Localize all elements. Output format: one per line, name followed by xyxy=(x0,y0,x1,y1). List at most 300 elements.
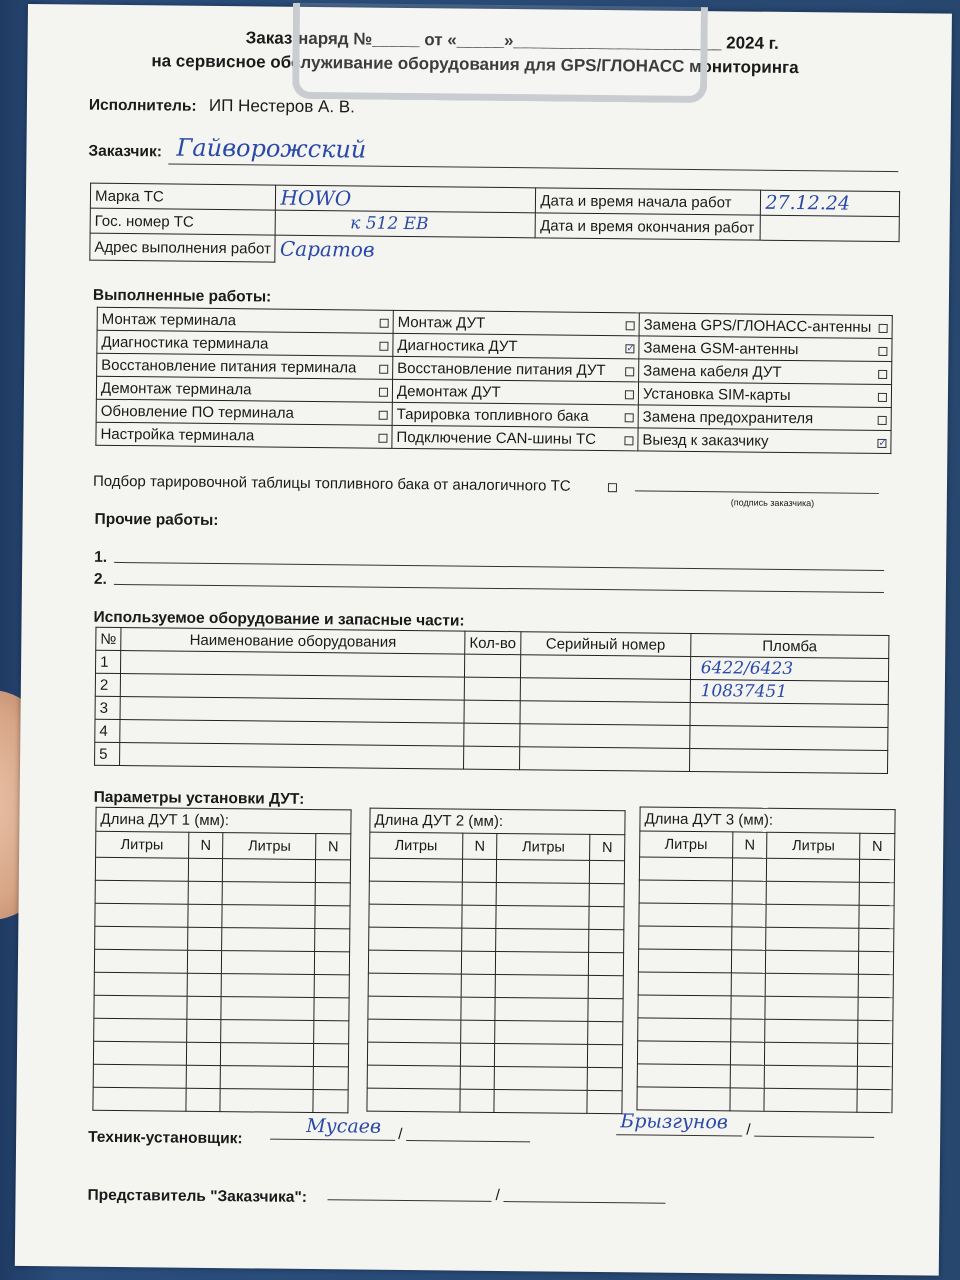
dut-cell[interactable] xyxy=(588,975,623,998)
start-time-cell xyxy=(761,190,900,216)
equipment-cell-n xyxy=(95,650,120,673)
dut-cell[interactable] xyxy=(222,928,315,952)
work-item-checkbox[interactable] xyxy=(379,341,388,350)
work-item-checkbox[interactable] xyxy=(878,415,887,424)
technician-signature-1: Мусаев xyxy=(306,1114,382,1138)
document-subtitle: на сервисное обслуживание оборудования для GPS/ГЛОНАСС мониторинга xyxy=(151,51,799,78)
dut-cell[interactable] xyxy=(315,883,350,906)
customer-rep-label: Представитель "Заказчика": xyxy=(87,1186,308,1206)
dut-cell[interactable] xyxy=(222,951,315,975)
work-item-label: Тарировка топливного бака xyxy=(396,405,589,425)
dut-caption: Длина ДУТ 1 (мм): xyxy=(96,807,351,834)
dut-cell[interactable] xyxy=(222,905,315,929)
dut-header: N xyxy=(188,832,223,858)
dut-cell[interactable] xyxy=(638,1018,731,1042)
dut-row xyxy=(93,1087,348,1113)
work-item-label: Демонтаж ДУТ xyxy=(396,382,501,401)
end-time-label: Дата и время окончания работ xyxy=(536,213,761,240)
dut-cell[interactable] xyxy=(368,973,461,997)
dut-cell[interactable] xyxy=(93,1087,186,1111)
work-item-label: Установка SIM-карты xyxy=(642,384,791,404)
dut-cell[interactable] xyxy=(731,973,766,996)
work-item-checkbox[interactable] xyxy=(625,390,634,399)
equipment-seal-value: 6422/6423 xyxy=(700,658,794,680)
work-item-checkbox[interactable] xyxy=(625,367,634,376)
equipment-n-value: 1 xyxy=(100,653,109,671)
dut-cell[interactable] xyxy=(460,1020,495,1043)
dut-cell[interactable] xyxy=(314,998,349,1021)
dut-cell[interactable] xyxy=(859,882,894,905)
equipment-cell-qty xyxy=(464,723,520,747)
dut-cell[interactable] xyxy=(589,929,624,952)
dut-cell[interactable] xyxy=(94,1018,187,1042)
dut-cell[interactable] xyxy=(765,1019,858,1043)
work-item-label: Замена GSM-антенны xyxy=(643,338,799,358)
dut-row xyxy=(93,1041,348,1067)
equipment-cell-serial xyxy=(519,724,689,749)
dut-row xyxy=(93,1064,348,1090)
dut-cell[interactable] xyxy=(587,1067,622,1090)
equipment-n-value: 2 xyxy=(99,676,109,694)
dut-row xyxy=(369,858,624,884)
equipment-cell-serial xyxy=(519,747,689,772)
work-item-col3-2 xyxy=(639,359,892,385)
dut-cell[interactable] xyxy=(494,1089,587,1113)
address-value: Саратов xyxy=(279,236,375,262)
work-item-col3-1 xyxy=(639,336,892,362)
equipment-n-value: 4 xyxy=(99,722,108,740)
work-item-checkbox[interactable] xyxy=(625,413,634,422)
dut-row xyxy=(637,1064,892,1090)
equipment-header-name: Наименование оборудования xyxy=(121,628,465,655)
dut-cell[interactable] xyxy=(223,882,316,906)
work-item-col3-4 xyxy=(638,405,891,431)
dut-cell[interactable] xyxy=(369,881,462,905)
dut-row xyxy=(637,1087,892,1113)
dut-cell[interactable] xyxy=(588,952,623,975)
dut-cell[interactable] xyxy=(767,858,860,882)
document-title: Заказ-наряд №_____ от «_____»______________________ 2024 г. xyxy=(245,28,779,53)
dut-cell[interactable] xyxy=(766,950,859,974)
dut-cell[interactable] xyxy=(731,950,766,973)
signature-caption: (подпись заказчика) xyxy=(730,497,815,509)
equipment-title: Используемое оборудование и запасные части: xyxy=(93,608,465,630)
dut-cell[interactable] xyxy=(461,928,496,951)
dut-header: Литры xyxy=(96,831,189,858)
dut-cell[interactable] xyxy=(858,951,893,974)
dut-cell[interactable] xyxy=(223,859,316,883)
dut-row xyxy=(94,972,349,998)
vehicle-plate-value: к 512 ЕВ xyxy=(350,213,429,235)
start-time-value: 27.12.24 xyxy=(765,191,851,215)
start-time-label: Дата и время начала работ xyxy=(536,188,761,215)
customer-rep-slash: / xyxy=(495,1186,500,1205)
dut-cell[interactable] xyxy=(588,998,623,1021)
dut-header: Литры xyxy=(497,833,590,860)
dut-row xyxy=(367,1088,622,1114)
work-item-checkbox[interactable] xyxy=(879,323,888,332)
technician-signature-2: Брызгунов xyxy=(620,1110,729,1134)
work-item-checkbox[interactable] xyxy=(379,364,388,373)
dut-cell[interactable] xyxy=(495,1020,588,1044)
dut-cell[interactable] xyxy=(638,949,731,973)
work-item-label: Восстановление питания ДУТ xyxy=(397,359,606,379)
technician-slash-2: / xyxy=(746,1121,751,1139)
dut-cell[interactable] xyxy=(186,1065,221,1088)
address-cell xyxy=(275,235,899,269)
dut-header: Литры xyxy=(370,832,463,859)
dut-cell[interactable] xyxy=(857,1066,892,1089)
dut-cell[interactable] xyxy=(859,905,894,928)
dut-header: N xyxy=(316,834,351,860)
dut-row xyxy=(368,1019,623,1045)
dut-cell[interactable] xyxy=(221,1020,314,1044)
equipment-cell-seal xyxy=(690,702,888,727)
dut-cell[interactable] xyxy=(496,928,589,952)
dut-cell[interactable] xyxy=(859,859,894,882)
dut-cell[interactable] xyxy=(222,974,315,998)
dut-cell[interactable] xyxy=(369,927,462,951)
dut-cell[interactable] xyxy=(187,996,222,1019)
dut-row xyxy=(639,880,894,906)
dut-row xyxy=(367,1065,622,1091)
dut-cell[interactable] xyxy=(766,904,859,928)
equipment-cell-n xyxy=(95,719,120,742)
work-item-label: Замена GPS/ГЛОНАСС-антенны xyxy=(643,315,872,336)
dut-row xyxy=(638,949,893,975)
dut-cell[interactable] xyxy=(496,974,589,998)
dut-cell[interactable] xyxy=(765,1065,858,1089)
dut-cell[interactable] xyxy=(315,929,350,952)
dut-cell[interactable] xyxy=(95,926,188,950)
work-item-checkbox[interactable] xyxy=(624,436,633,445)
dut-cell[interactable] xyxy=(315,906,350,929)
dut-row xyxy=(95,857,350,883)
other-work-2-line xyxy=(114,584,884,593)
dut-cell[interactable] xyxy=(731,904,766,927)
work-item-col1-2 xyxy=(97,353,393,379)
dut-cell[interactable] xyxy=(221,997,314,1021)
equipment-cell-serial xyxy=(520,678,690,703)
dut-row xyxy=(638,995,893,1021)
dut-header: N xyxy=(590,834,625,860)
work-item-label: Восстановление питания терминала xyxy=(101,356,357,376)
vehicle-brand-cell xyxy=(276,185,536,213)
dut-title: Параметры установки ДУТ: xyxy=(93,788,305,808)
dut-cell[interactable] xyxy=(369,904,462,928)
work-item-label: Монтаж терминала xyxy=(101,310,237,329)
equipment-header-qty: Кол-во xyxy=(465,631,521,655)
dut-cell[interactable] xyxy=(858,1043,893,1066)
dut-header: N xyxy=(732,832,767,858)
dut-cell[interactable] xyxy=(495,997,588,1021)
dut-cell[interactable] xyxy=(368,996,461,1020)
dut-cell[interactable] xyxy=(589,883,624,906)
dut-cell[interactable] xyxy=(462,882,497,905)
equipment-header-n: № xyxy=(96,627,121,650)
dut-cell[interactable] xyxy=(221,1066,314,1090)
work-item-col2-5 xyxy=(392,425,638,451)
dut-cell[interactable] xyxy=(637,1064,730,1088)
work-item-label: Монтаж ДУТ xyxy=(397,313,486,332)
work-item-label: Обновление ПО терминала xyxy=(100,402,295,422)
end-time-value xyxy=(761,215,900,241)
work-item-col3-3 xyxy=(638,382,891,408)
dut-cell[interactable] xyxy=(461,997,496,1020)
works-table xyxy=(95,307,892,454)
vehicle-brand-value: HOWO xyxy=(280,185,352,211)
work-item-checkbox[interactable] xyxy=(380,318,389,327)
work-item-label: Подключение CAN-шины ТС xyxy=(396,428,597,448)
technician-line-1 xyxy=(270,1139,395,1141)
dut-row xyxy=(94,995,349,1021)
dut-cell[interactable] xyxy=(859,928,894,951)
dut-cell[interactable] xyxy=(637,1087,730,1111)
other-work-2-label: 2. xyxy=(93,570,108,588)
dut-cell[interactable] xyxy=(367,1042,460,1066)
customer-signature-line xyxy=(635,490,879,494)
dut-cell[interactable] xyxy=(764,1088,857,1112)
dut-cell[interactable] xyxy=(732,858,767,881)
dut-cell[interactable] xyxy=(314,975,349,998)
dut-row xyxy=(637,1041,892,1067)
dut-cell[interactable] xyxy=(731,996,766,1019)
equipment-cell-qty xyxy=(465,654,521,678)
dut-cell[interactable] xyxy=(188,881,223,904)
dut-cell[interactable] xyxy=(497,882,590,906)
dut-cell[interactable] xyxy=(314,952,349,975)
clipboard-clip xyxy=(292,3,708,103)
dut-cell[interactable] xyxy=(638,995,731,1019)
dut-cell[interactable] xyxy=(313,1044,348,1067)
dut-cell[interactable] xyxy=(94,972,187,996)
equipment-header-serial: Серийный номер xyxy=(520,632,690,657)
dut-cell[interactable] xyxy=(461,974,496,997)
dut-cell[interactable] xyxy=(93,1064,186,1088)
technician-label: Техник-установщик: xyxy=(88,1128,243,1148)
work-item-checkbox[interactable] xyxy=(379,410,388,419)
equipment-cell-seal xyxy=(690,679,888,704)
work-item-col2-1 xyxy=(393,333,639,359)
dut-cell[interactable] xyxy=(730,1065,765,1088)
equipment-n-value: 3 xyxy=(99,699,109,717)
dut-cell[interactable] xyxy=(186,1042,221,1065)
dut-cell[interactable] xyxy=(187,904,222,927)
equipment-cell-seal xyxy=(689,725,887,750)
dut-cell[interactable] xyxy=(497,859,590,883)
dut-cell[interactable] xyxy=(461,905,496,928)
dut-cell[interactable] xyxy=(858,997,893,1020)
dut-cell[interactable] xyxy=(369,858,462,882)
dut-cell[interactable] xyxy=(732,881,767,904)
work-item-label: Диагностика ДУТ xyxy=(397,336,518,355)
equipment-seal-value xyxy=(694,704,700,724)
work-item-col2-3 xyxy=(392,379,638,405)
dut-cell[interactable] xyxy=(462,859,497,882)
dut-cell[interactable] xyxy=(857,1089,892,1112)
dut-cell[interactable] xyxy=(858,974,893,997)
dut-cell[interactable] xyxy=(495,1043,588,1067)
work-item-checkbox[interactable] xyxy=(878,369,887,378)
work-order-sheet xyxy=(15,4,952,1276)
dut-cell[interactable] xyxy=(637,1041,730,1065)
dut-caption: Длина ДУТ 3 (мм): xyxy=(640,807,895,834)
equipment-cell-qty xyxy=(464,677,520,701)
customer-handwritten: Гайворожский xyxy=(176,133,367,164)
dut-cell[interactable] xyxy=(221,1043,314,1067)
equipment-header-seal: Пломба xyxy=(690,633,888,658)
equipment-cell-n xyxy=(95,673,120,696)
dut-row xyxy=(369,881,624,907)
dut-cell[interactable] xyxy=(766,927,859,951)
dut-cell[interactable] xyxy=(313,1090,348,1113)
work-item-checkbox[interactable]: ✓ xyxy=(626,342,635,354)
dut-cell[interactable] xyxy=(638,972,731,996)
technician-line-3 xyxy=(616,1134,742,1136)
works-title: Выполненные работы: xyxy=(92,286,272,306)
vehicle-table xyxy=(89,183,900,269)
dut-cell[interactable] xyxy=(95,903,188,927)
other-work-1-label: 1. xyxy=(94,548,108,566)
dut-row xyxy=(638,972,893,998)
work-item-label: Диагностика терминала xyxy=(101,333,269,353)
dut-row xyxy=(368,973,623,999)
dut-table-1 xyxy=(92,807,351,1114)
equipment-seal-value xyxy=(694,750,700,770)
dut-cell[interactable] xyxy=(588,1021,623,1044)
vehicle-plate-label: Гос. номер ТС xyxy=(90,208,276,235)
work-item-label: Настройка терминала xyxy=(100,425,255,444)
dut-cell[interactable] xyxy=(186,1088,221,1111)
dut-cell[interactable] xyxy=(188,858,223,881)
customer-rep-line-1 xyxy=(327,1199,491,1202)
work-item-checkbox[interactable] xyxy=(379,387,388,396)
dut-header: Литры xyxy=(223,833,316,860)
dut-cell[interactable] xyxy=(460,1066,495,1089)
dut-cell[interactable] xyxy=(368,950,461,974)
dut-cell[interactable] xyxy=(187,973,222,996)
dut-table-2 xyxy=(366,808,625,1115)
customer-label: Заказчик: xyxy=(88,142,163,161)
dut-cell[interactable] xyxy=(315,860,350,883)
dut-row xyxy=(94,1018,349,1044)
work-item-col2-0 xyxy=(393,310,639,336)
dut-cell[interactable] xyxy=(766,973,859,997)
dut-cell[interactable] xyxy=(589,906,624,929)
work-item-label: Замена предохранителя xyxy=(642,407,814,427)
dut-cell[interactable] xyxy=(495,1066,588,1090)
dut-cell[interactable] xyxy=(731,927,766,950)
dut-row xyxy=(638,1018,893,1044)
other-works-title: Прочие работы: xyxy=(94,510,219,530)
dut-cell[interactable] xyxy=(765,996,858,1020)
dut-cell[interactable] xyxy=(94,949,187,973)
dut-cell[interactable] xyxy=(93,1041,186,1065)
dut-cell[interactable] xyxy=(367,1088,460,1112)
dut-cell[interactable] xyxy=(187,927,222,950)
dut-cell[interactable] xyxy=(639,903,732,927)
address-label: Адрес выполнения работ xyxy=(90,233,276,262)
dut-cell[interactable] xyxy=(367,1065,460,1089)
dut-cell[interactable] xyxy=(639,926,732,950)
dut-cell[interactable] xyxy=(730,1042,765,1065)
dut-cell[interactable] xyxy=(730,1019,765,1042)
work-item-col2-4 xyxy=(392,402,638,428)
dut-row xyxy=(639,903,894,929)
work-item-checkbox[interactable] xyxy=(378,433,387,442)
dut-cell[interactable] xyxy=(496,905,589,929)
dut-cell[interactable] xyxy=(588,1044,623,1067)
dut-cell[interactable] xyxy=(94,995,187,1019)
dut-header: Литры xyxy=(767,832,860,859)
equipment-cell-n xyxy=(95,696,120,719)
work-item-checkbox[interactable]: ✓ xyxy=(878,437,887,449)
dut-row xyxy=(95,926,350,952)
dut-cell[interactable] xyxy=(461,951,496,974)
dut-table-3 xyxy=(636,806,895,1113)
dut-cell[interactable] xyxy=(639,857,732,881)
dut-cell[interactable] xyxy=(587,1090,622,1113)
executor-value: ИП Нестеров А. В. xyxy=(208,95,355,117)
equipment-cell-seal xyxy=(689,748,887,773)
work-item-col2-2 xyxy=(393,356,639,382)
dut-row xyxy=(95,880,350,906)
dut-cell[interactable] xyxy=(496,951,589,975)
dut-cell[interactable] xyxy=(460,1089,495,1112)
equipment-table xyxy=(94,627,889,774)
work-item-checkbox[interactable] xyxy=(878,346,887,355)
dut-cell[interactable] xyxy=(730,1088,765,1111)
calibration-checkbox[interactable] xyxy=(608,483,617,492)
dut-row xyxy=(639,926,894,952)
work-item-checkbox[interactable] xyxy=(878,392,887,401)
vehicle-plate-cell xyxy=(276,210,536,238)
dut-row xyxy=(639,857,894,883)
dut-cell[interactable] xyxy=(187,950,222,973)
dut-cell[interactable] xyxy=(95,880,188,904)
equipment-cell-qty xyxy=(464,746,520,770)
vehicle-brand-label: Марка ТС xyxy=(90,183,276,210)
dut-row xyxy=(368,996,623,1022)
dut-header: Литры xyxy=(640,831,733,858)
work-item-checkbox[interactable] xyxy=(626,321,635,330)
dut-cell[interactable] xyxy=(639,880,732,904)
dut-cell[interactable] xyxy=(368,1019,461,1043)
equipment-cell-serial xyxy=(520,655,690,680)
dut-cell[interactable] xyxy=(313,1067,348,1090)
work-item-label: Выезд к заказчику xyxy=(642,430,769,450)
work-item-col3-5 xyxy=(638,428,891,454)
dut-cell[interactable] xyxy=(95,857,188,881)
dut-cell[interactable] xyxy=(858,1020,893,1043)
equipment-cell-qty xyxy=(464,700,520,724)
work-item-label: Демонтаж терминала xyxy=(100,379,252,398)
dut-row xyxy=(368,950,623,976)
dut-cell[interactable] xyxy=(220,1089,313,1113)
dut-header: N xyxy=(462,833,497,859)
dut-cell[interactable] xyxy=(314,1021,349,1044)
dut-cell[interactable] xyxy=(767,881,860,905)
work-item-col1-1 xyxy=(97,330,393,356)
other-work-1-line xyxy=(114,562,884,571)
dut-cell[interactable] xyxy=(765,1042,858,1066)
equipment-seal-value xyxy=(694,727,700,747)
dut-cell[interactable] xyxy=(589,860,624,883)
dut-cell[interactable] xyxy=(460,1043,495,1066)
equipment-n-value: 5 xyxy=(99,745,108,763)
dut-cell[interactable] xyxy=(186,1019,221,1042)
calibration-label: Подбор тарировочной таблицы топливного бака от аналогичного ТС xyxy=(92,472,571,495)
